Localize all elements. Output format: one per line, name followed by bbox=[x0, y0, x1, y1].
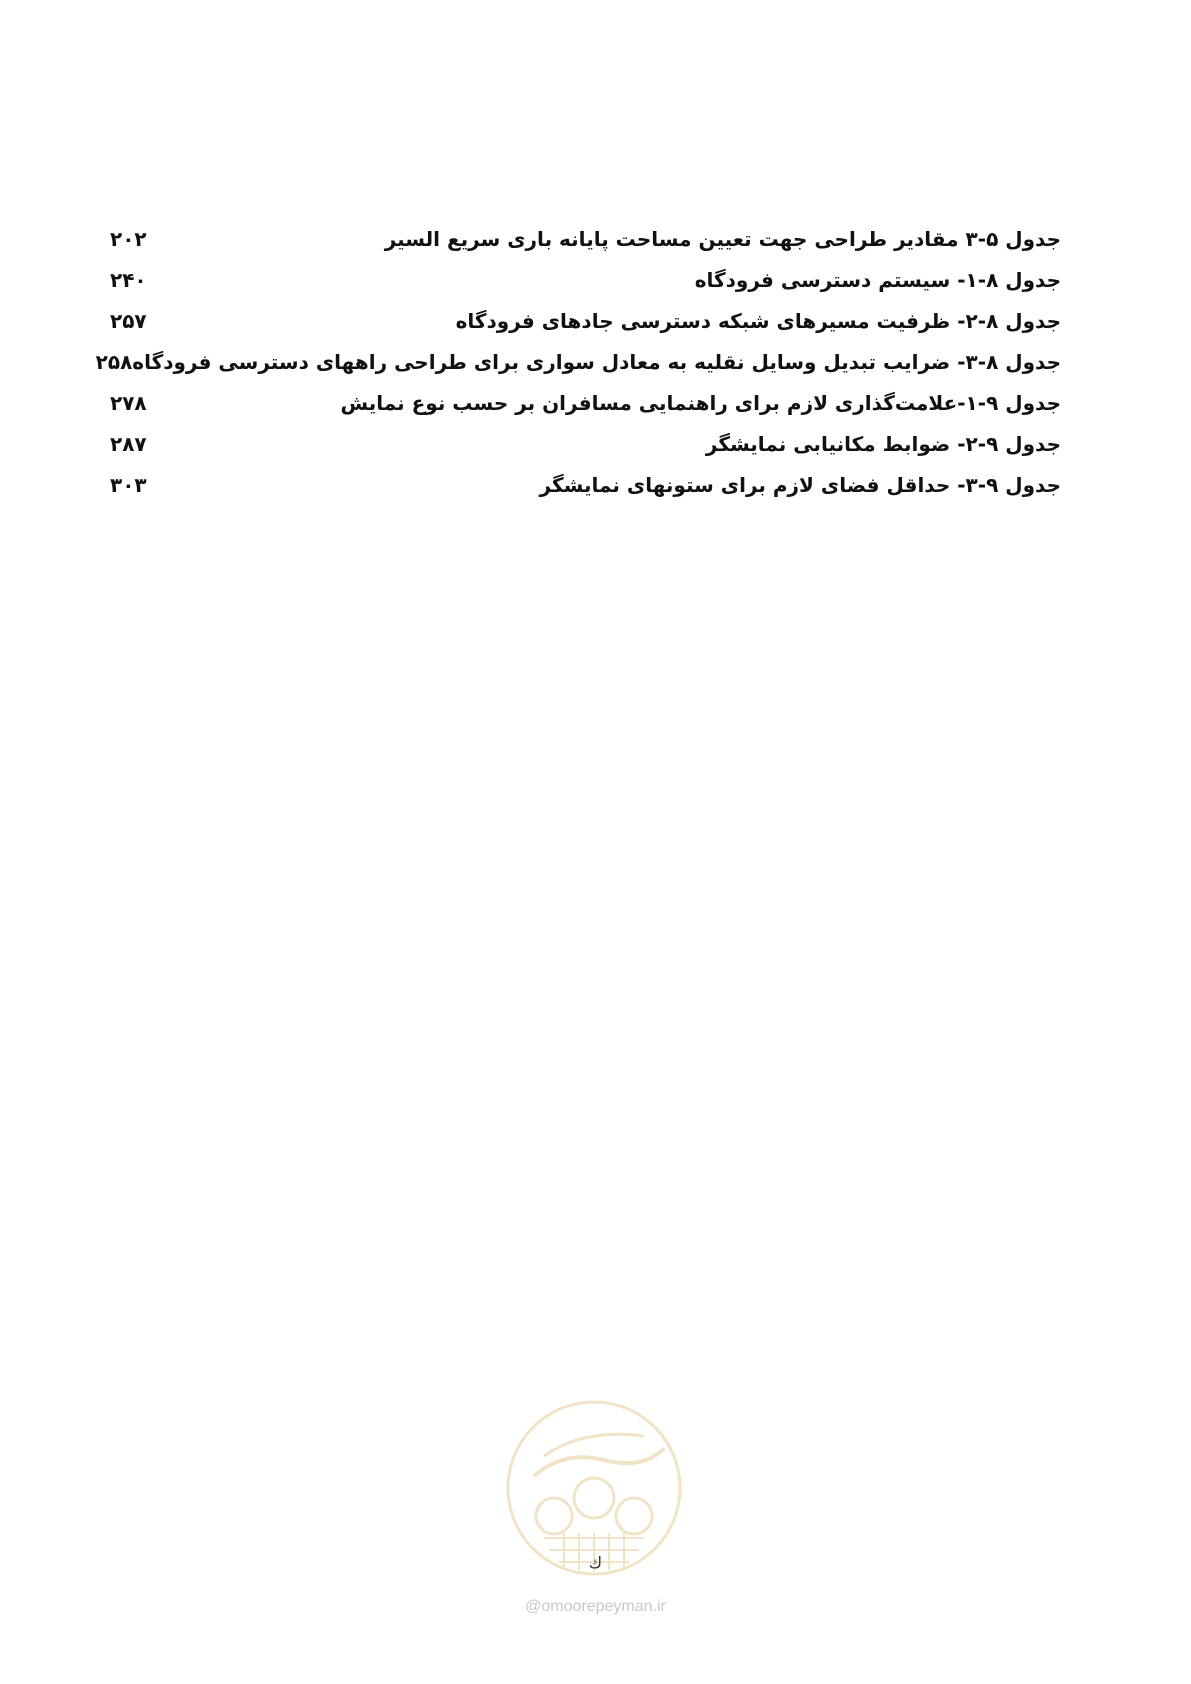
toc-entry-page: ۲۷۸ bbox=[110, 390, 147, 415]
toc-entry-page: ۳۰۳ bbox=[110, 472, 147, 497]
toc-row[interactable] bbox=[110, 300, 1061, 341]
toc-row[interactable] bbox=[110, 259, 1061, 300]
toc-entry-title: جدول ۵-۳ مقادیر طراحی جهت تعیین مساحت پایانه باری سریع السیر bbox=[384, 226, 1061, 251]
toc-entry-page: ۲۵۷ bbox=[110, 308, 147, 333]
toc-entry-page: ۲۰۲ bbox=[110, 226, 147, 251]
website-watermark bbox=[0, 1598, 1191, 1616]
toc-entry-title: جدول ۹-۱-علامت‌گذاری لازم برای راهنمایی مسافران بر حسب نوع نمایش bbox=[340, 390, 1061, 415]
toc-entry-page: ۲۵۸ bbox=[95, 349, 133, 374]
toc-row[interactable] bbox=[110, 218, 1061, 259]
toc-entry-title: جدول ۸-۳- ضرایب تبدیل وسایل نقلیه به معادل سواری برای طراحی راههای دسترسی فرودگاه bbox=[132, 349, 1061, 374]
toc-row[interactable] bbox=[110, 382, 1061, 423]
table-of-tables bbox=[95, 218, 1061, 505]
at-icon: @ bbox=[525, 1598, 542, 1615]
page-number: ك bbox=[588, 1553, 603, 1572]
toc-row[interactable] bbox=[110, 464, 1061, 505]
toc-entry-page: ۲۸۷ bbox=[110, 431, 147, 456]
toc-entry-page: ۲۴۰ bbox=[110, 267, 147, 292]
toc-entry-title: جدول ۸-۱- سیستم دسترسی فرودگاه bbox=[694, 267, 1061, 292]
toc-entry-title: جدول ۸-۲- ظرفیت مسیرهای شبکه دسترسی جادهای فرودگاه bbox=[455, 308, 1061, 333]
website-text: omoorepeyman.ir bbox=[541, 1598, 666, 1615]
toc-entry-title: جدول ۹-۳- حداقل فضای لازم برای ستونهای نمایشگر bbox=[539, 472, 1061, 497]
watermark-logo bbox=[504, 1398, 684, 1578]
toc-row[interactable] bbox=[95, 341, 1061, 382]
toc-row[interactable] bbox=[110, 423, 1061, 464]
toc-entry-title: جدول ۹-۲- ضوابط مکانیابی نمایشگر bbox=[705, 431, 1061, 456]
